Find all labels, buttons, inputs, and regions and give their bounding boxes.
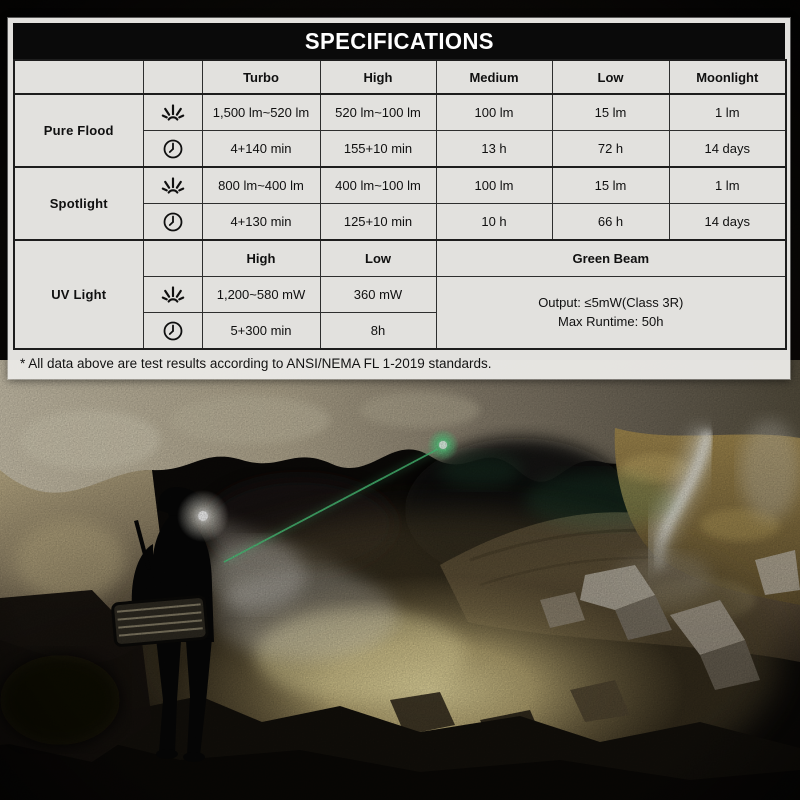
clock-icon (161, 137, 185, 161)
runtime-icon-cell (143, 204, 202, 241)
row-label-uv-light: UV Light (14, 240, 143, 349)
spec-cell: 1,500 lm~520 lm (202, 94, 320, 131)
spec-cell: 66 h (552, 204, 669, 241)
spec-cell: 400 lm~100 lm (320, 167, 436, 204)
page-title: SPECIFICATIONS (304, 27, 494, 54)
brightness-icon-cell (143, 94, 202, 131)
sunburst-icon (160, 282, 186, 308)
column-header-medium: Medium (436, 60, 552, 94)
spec-cell: 13 h (436, 131, 552, 168)
icon-column-header (143, 60, 202, 94)
column-header-high: High (320, 60, 436, 94)
spec-cell: 15 lm (552, 167, 669, 204)
sunburst-icon (160, 100, 186, 126)
column-header-moonlight: Moonlight (669, 60, 786, 94)
spec-cell: 4+140 min (202, 131, 320, 168)
pure-flood-brightness-row (14, 94, 786, 131)
spec-cell: 100 lm (436, 167, 552, 204)
green-beam-output: Output: ≤5mW(Class 3R) (538, 295, 684, 311)
spec-cell: 10 h (436, 204, 552, 241)
spec-cell: 100 lm (436, 94, 552, 131)
clock-icon (161, 319, 185, 343)
row-label-spotlight: Spotlight (14, 167, 143, 240)
uv-column-header-low: Low (320, 240, 436, 277)
spotlight-brightness-row (14, 167, 786, 204)
row-label-pure-flood: Pure Flood (14, 94, 143, 167)
runtime-icon-cell (143, 131, 202, 168)
spec-cell: 800 lm~400 lm (202, 167, 320, 204)
sunburst-icon (160, 173, 186, 199)
green-beam-header: Green Beam (436, 240, 786, 277)
brightness-icon-cell (143, 167, 202, 204)
spec-cell: 15 lm (552, 94, 669, 131)
uv-icon-header-cell (143, 240, 202, 277)
mode-header-row (14, 60, 786, 94)
spec-cell: 1 lm (669, 167, 786, 204)
spec-cell: 14 days (669, 204, 786, 241)
uv-header-row (14, 240, 786, 277)
spec-cell: 360 mW (320, 277, 436, 313)
spec-cell: 72 h (552, 131, 669, 168)
runtime-icon-cell (143, 313, 202, 350)
specifications-panel (8, 18, 790, 379)
spec-cell: 14 days (669, 131, 786, 168)
column-header-low: Low (552, 60, 669, 94)
spec-table (13, 59, 787, 350)
spec-cell: 520 lm~100 lm (320, 94, 436, 131)
uv-column-header-high: High (202, 240, 320, 277)
spec-cell: 5+300 min (202, 313, 320, 350)
green-beam-max-runtime: Max Runtime: 50h (558, 313, 664, 329)
spec-cell: 155+10 min (320, 131, 436, 168)
brightness-icon-cell (143, 277, 202, 313)
title-bar (13, 23, 785, 59)
clock-icon (161, 210, 185, 234)
column-header-turbo: Turbo (202, 60, 320, 94)
green-beam-output-cell (436, 277, 786, 350)
spec-cell: 4+130 min (202, 204, 320, 241)
spec-cell: 125+10 min (320, 204, 436, 241)
label-column-header (14, 60, 143, 94)
footnote: * All data above are test results according to ANSI/NEMA FL 1-2019 standards. (20, 356, 492, 371)
spec-cell: 1 lm (669, 94, 786, 131)
spec-cell: 8h (320, 313, 436, 350)
spec-cell: 1,200~580 mW (202, 277, 320, 313)
